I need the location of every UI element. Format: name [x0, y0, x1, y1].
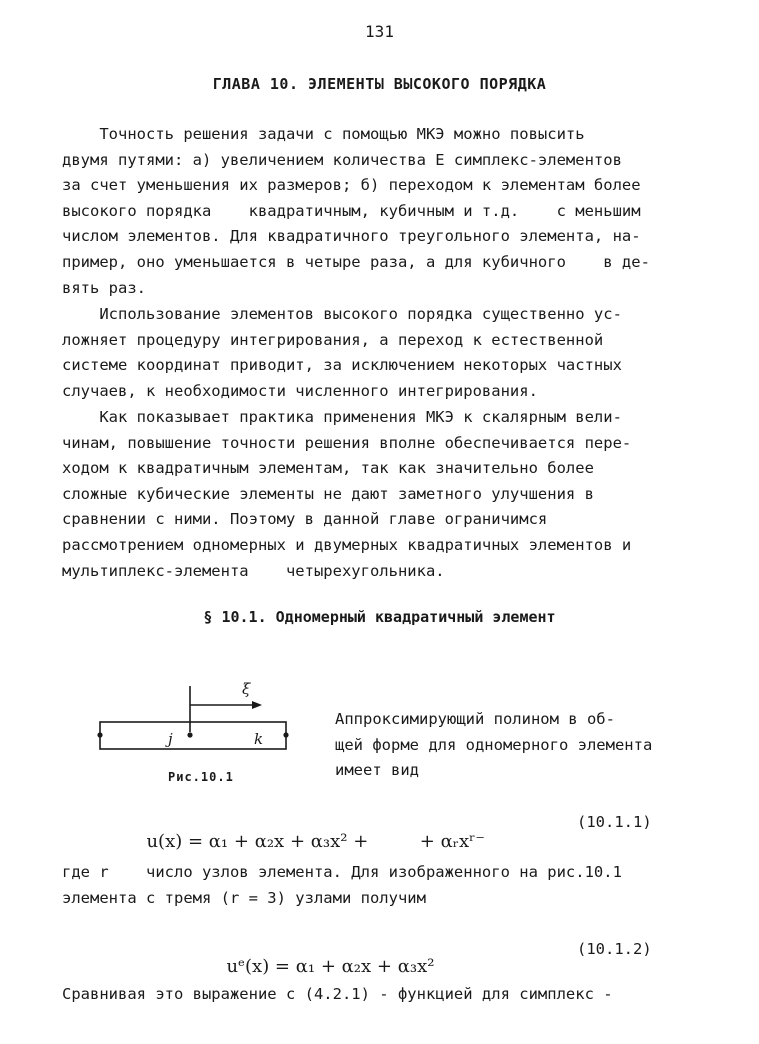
node-k-label: k: [254, 730, 264, 748]
node-left: [97, 732, 102, 737]
figure-caption: Рис.10.1: [168, 770, 234, 784]
equation-10-1-1: u(x) = α₁ + α₂x + α₃x² + + αᵣxʳ⁻: [146, 831, 485, 852]
equation-term: α₂x: [341, 956, 372, 977]
text-line: пример, оно уменьшается в четыре раза, а для кубичного в де-: [62, 252, 650, 271]
equation-lhs: u(x) =: [146, 831, 209, 852]
text-line: двумя путями: а) увеличением количества E симплекс-элементов: [62, 150, 622, 169]
text-line: сложные кубические элементы не дают заметного улучшения в: [62, 484, 594, 503]
paragraph-2: [62, 302, 694, 404]
text-line: щей форме для одномерного элемента: [335, 735, 653, 754]
where-text: [62, 860, 694, 911]
text-line: Как показывает практика применения МКЭ к скалярным вели-: [62, 408, 622, 426]
text-line: случаев, к необходимости численного интегрирования.: [62, 381, 538, 400]
equation-10-1-2: uᵉ(x) = α₁ + α₂x + α₃x²: [226, 956, 435, 977]
equation-term: α₂x: [254, 831, 285, 852]
text-line: за счет уменьшения их размеров; б) переходом к элементам более: [62, 176, 641, 195]
equation-number: (10.1.1): [577, 813, 652, 831]
text-line: высокого порядка квадратичным, кубичным и т.д. с меньшим: [62, 201, 641, 220]
text-line: числом элементов. Для квадратичного треугольного элемента, на-: [62, 227, 641, 246]
equation-term: α₁: [208, 831, 229, 852]
paragraph-1: [62, 122, 694, 301]
xi-label: ξ: [242, 680, 251, 698]
equation-lhs: uᵉ(x) =: [226, 956, 296, 977]
text-line: Аппроксимирующий полином в об-: [335, 710, 615, 728]
text-line: Сравнивая это выражение с (4.2.1) - функцией для симплекс -: [62, 985, 613, 1003]
text-line: ложняет процедуру интегрирования, а переход к естественной: [62, 330, 604, 349]
equation-term: α₃x²: [397, 956, 435, 977]
node-middle: [187, 732, 192, 737]
side-text: [335, 707, 691, 784]
equation-term: α₁: [295, 956, 316, 977]
text-line: ходом к квадратичным элементам, так как значительно более: [62, 459, 594, 478]
equation-term: αᵣxʳ⁻: [440, 831, 485, 852]
text-line: имеет вид: [335, 761, 419, 780]
paragraph-3: [62, 405, 694, 584]
page-number: 131: [365, 22, 394, 41]
text-line: Использование элементов высокого порядка существенно ус-: [62, 305, 622, 323]
equation-number: (10.1.2): [577, 940, 652, 958]
text-line: Точность решения задачи с помощью МКЭ можно повысить: [62, 125, 585, 143]
chapter-title: ГЛАВА 10. ЭЛЕМЕНТЫ ВЫСОКОГО ПОРЯДКА: [212, 75, 547, 93]
text-line: чинам, повышение точности решения вполне обеспечивается пере-: [62, 433, 632, 452]
text-line: системе координат приводит, за исключением некоторых частных: [62, 356, 622, 375]
text-line: рассмотрением одномерных и двумерных квадратичных элементов и: [62, 535, 632, 554]
node-j-label: j: [168, 730, 173, 748]
text-line: вять раз.: [62, 278, 146, 297]
equation-term: α₃x²: [310, 831, 348, 852]
text-line: элемента с тремя (r = 3) узлами получим: [62, 888, 426, 907]
node-right: [283, 732, 288, 737]
text-line: сравнении с ними. Поэтому в данной главе ограничимся: [62, 510, 548, 529]
text-line: мультиплекс-элемента четырехугольника.: [62, 561, 445, 580]
arrowhead-icon: [252, 701, 262, 709]
text-line: где r число узлов элемента. Для изображенного на рис.10.1: [62, 863, 622, 881]
section-title: § 10.1. Одномерный квадратичный элемент: [203, 608, 556, 626]
figure-element-diagram: [92, 672, 302, 782]
